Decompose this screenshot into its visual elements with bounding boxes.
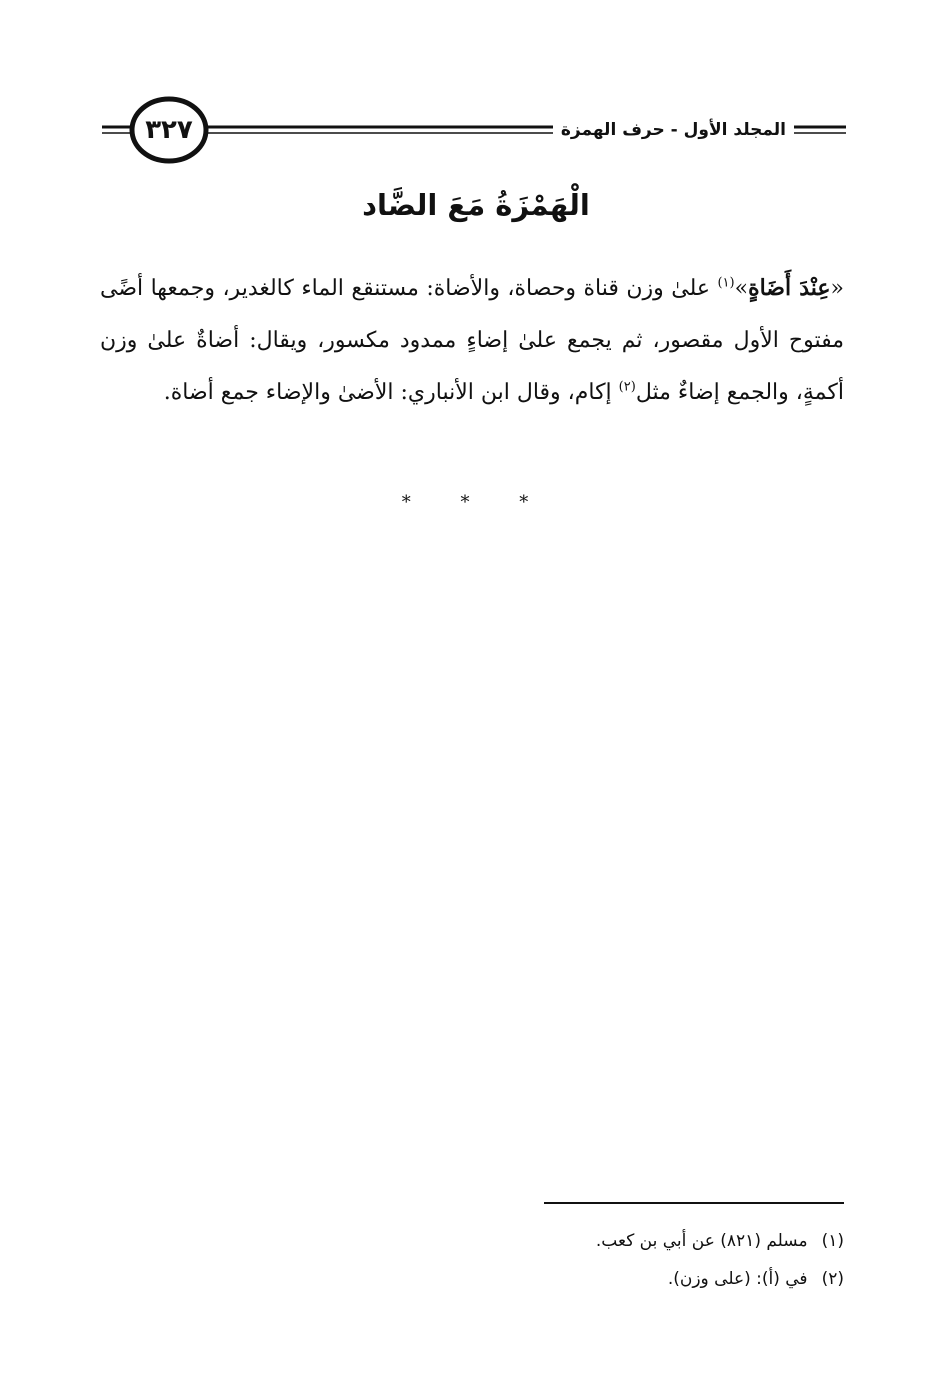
footnote-text: في (أ): (على وزن). [667,1269,808,1289]
body-paragraph [100,262,844,419]
footnotes [596,1222,844,1298]
chapter-title: الْهَمْزَةُ مَعَ الضَّاد [362,188,590,222]
page-header [98,86,850,176]
footnote-ref-1: (١) [717,275,735,291]
footnote-ref-2: (٢) [618,379,636,395]
footnote-text: مسلم (٨٢١) عن أبي بن كعب. [595,1231,808,1251]
page-number: ٣٢٧ [145,115,193,145]
running-title: المجلد الأول - حرف الهمزة [553,120,794,140]
close-quote: » [734,276,749,301]
section-separator: * * * [401,492,551,513]
footnote-number: (١) [821,1231,844,1251]
paragraph-text-1: علىٰ وزن قناة وحصاة، والأضاة: مستنقع الماء كالغدير، وجمعها أضًى مفتوح الأول مقصور، ثم يجمع علىٰ إضاءٍ ممدود مكسور، ويقال: أضاةٌ علىٰ وزن أكمةٍ، والجمع إضاءٌ مثل [100,276,844,405]
lemma-phrase: عِنْدَ أَضَاةٍ [748,275,831,301]
footnote-item [596,1222,844,1260]
paragraph-text-2: إكام، وقال ابن الأنباري: الأضىٰ والإضاء جمع أضاة. [163,380,619,405]
footnote-number: (٢) [821,1269,844,1289]
open-quote: « [830,276,844,301]
footnote-item [596,1260,844,1298]
footnote-rule [544,1202,844,1204]
